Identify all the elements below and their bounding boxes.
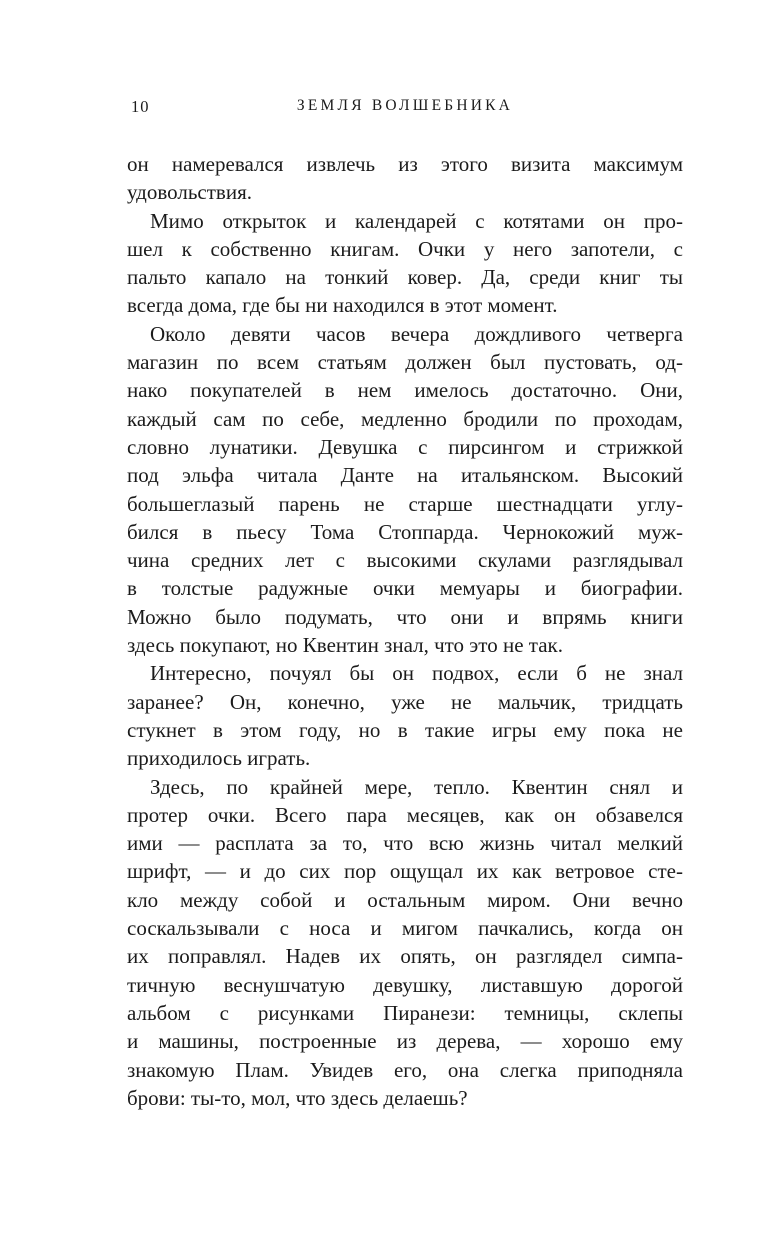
text-line: приходилось играть. [127, 746, 311, 771]
text-line: здесь покупают, но Квентин знал, что это не так. [127, 633, 563, 658]
text-line: шрифт, — и до сих пор ощущал их как ветровое сте- [127, 859, 683, 884]
text-line: Мимо открыток и календарей с котятами он про- [150, 208, 683, 233]
text-line: в толстые радужные очки мемуары и биографии. [127, 576, 683, 601]
text-line: кло между собой и остальным миром. Они вечно [127, 887, 683, 912]
text-line: стукнет в этом году, но в такие игры ему пока не [127, 717, 683, 742]
text-line: нако покупателей в нем имелось достаточно. Они, [127, 378, 683, 403]
text-line: альбом с рисунками Пиранези: темницы, склепы [127, 1000, 683, 1025]
text-line: тичную веснушчатую девушку, листавшую дорогой [127, 972, 683, 997]
text-line: знакомую Плам. Увидев его, она слегка приподняла [127, 1057, 683, 1082]
text-line: Здесь, по крайней мере, тепло. Квентин снял и [150, 774, 683, 799]
text-line: и машины, построенные из дерева, — хорошо ему [127, 1029, 683, 1054]
text-line: соскальзывали с носа и мигом пачкались, когда он [127, 916, 683, 941]
text-line: шел к собственно книгам. Очки у него запотели, с [127, 236, 683, 261]
running-head [127, 97, 683, 119]
text-line: пальто капало на тонкий ковер. Да, среди книг ты [127, 265, 683, 290]
text-line: большеглазый парень не старше шестнадцати углу- [127, 491, 683, 516]
text-line: магазин по всем статьям должен был пустовать, од- [127, 350, 683, 375]
text-line: заранее? Он, конечно, уже не мальчик, тридцать [127, 689, 683, 714]
text-line: всегда дома, где бы ни находился в этот момент. [127, 293, 558, 318]
text-line: Интересно, почуял бы он подвох, если б не знал [150, 661, 683, 686]
text-line: бился в пьесу Тома Стоппарда. Чернокожий муж- [127, 519, 683, 544]
text-line: он намеревался извлечь из этого визита максимум [127, 152, 683, 176]
running-title: ЗЕМЛЯ ВОЛШЕБНИКА [296, 97, 514, 114]
text-line: Около девяти часов вечера дождливого четверга [150, 321, 683, 346]
text-line: удовольствия. [127, 180, 252, 205]
text-line: их поправлял. Надев их опять, он разглядел симпа- [127, 944, 683, 969]
text-line: Можно было подумать, что они и впрямь книги [127, 604, 683, 629]
text-line: под эльфа читала Данте на итальянском. Высокий [127, 463, 683, 488]
text-line: протер очки. Всего пара месяцев, как он обзавелся [127, 802, 683, 827]
text-column [127, 150, 683, 1112]
text-line: брови: ты-то, мол, что здесь делаешь? [127, 1085, 468, 1110]
text-line: ими — расплата за то, что всю жизнь читал мелкий [127, 831, 683, 856]
page-number: 10 [131, 97, 150, 116]
text-line: чина средних лет с высокими скулами разглядывал [127, 548, 683, 573]
text-line: словно лунатики. Девушка с пирсингом и стрижкой [127, 434, 683, 459]
text-line: каждый сам по себе, медленно бродили по проходам, [127, 406, 683, 431]
